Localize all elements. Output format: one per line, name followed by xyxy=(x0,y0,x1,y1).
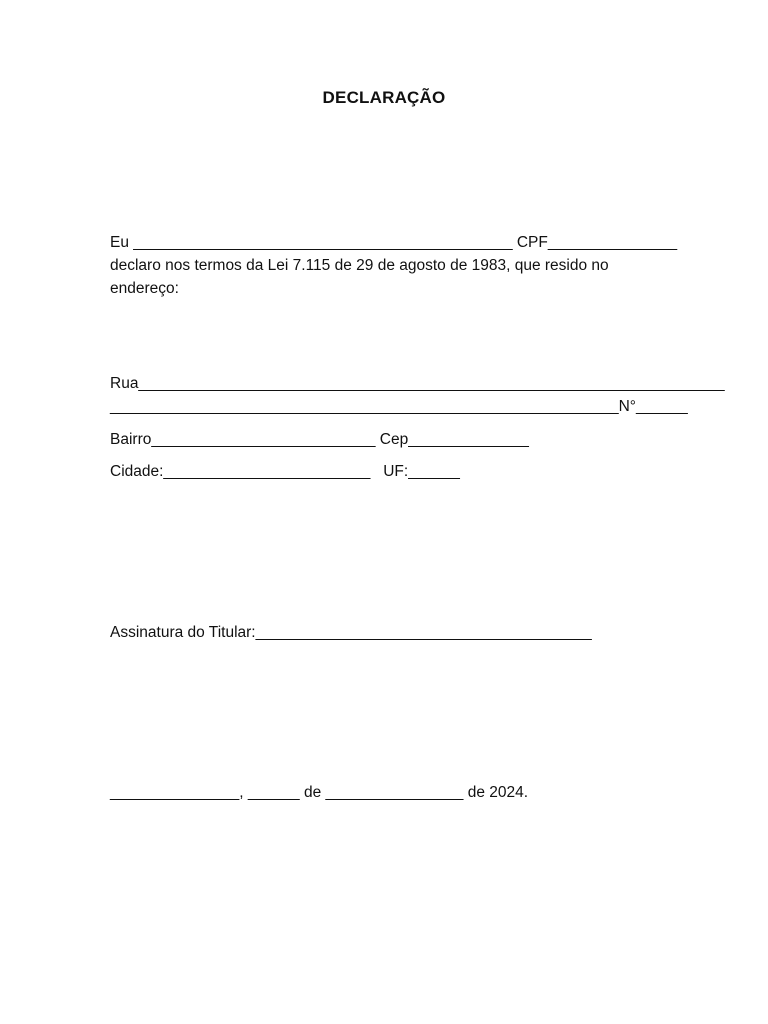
city-uf-line: Cidade:________________________ UF:______ xyxy=(110,463,460,480)
law-statement-line: declaro nos termos da Lei 7.115 de 29 de agosto de 1983, que resido no xyxy=(110,257,609,274)
document-title: DECLARAÇÃO xyxy=(322,88,446,107)
signature-line: Assinatura do Titular:_______________________________________ xyxy=(110,624,592,641)
identity-line: Eu ____________________________________________ CPF_______________ xyxy=(110,234,678,251)
date-line: _______________, ______ de ________________ de 2024. xyxy=(110,784,529,801)
neighborhood-cep-line: Bairro__________________________ Cep______________ xyxy=(110,431,529,448)
street-continuation-line: ___________________________________________________________N°______ xyxy=(110,398,688,415)
street-line: Rua____________________________________________________________________ xyxy=(110,375,725,392)
address-intro-line: endereço: xyxy=(110,280,179,297)
